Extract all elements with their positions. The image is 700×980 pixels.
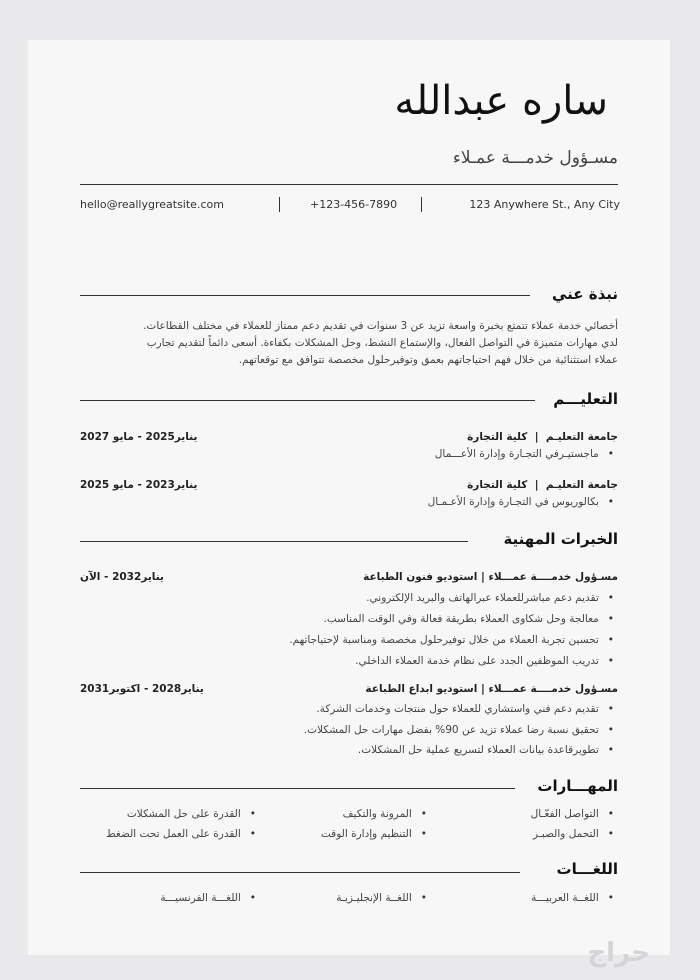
phone-text: +123-456-7890 [310, 198, 398, 211]
header-divider [80, 184, 618, 185]
job-title: مسـؤول خدمـــة عمـلاء [452, 148, 618, 168]
section-divider [80, 872, 520, 873]
skill-item: • المرونة والتكيف [343, 808, 427, 820]
about-text: أخصائي خدمة عملاء تتمتع بخبرة واسعة تزيد عن 3 سنوات في تقديم دعم ممتاز للعملاء في مختلف القطاعات. لدي مهارات متميزة في التواصل الفعال، والإستماع النشط، وحل المشكلات بكفاءة. أسعى دائماً لتقديم تجارب عملاء استثنائية من خلال فهم احتياجاتهم بعمق وتوفيرحلول مخصصة تتوافق مع توقعاتهم. [143, 320, 618, 366]
experience-bullet: • تقديم دعم مباشرللعملاء عبرالهاتف والبريد الإلكتروني. [366, 592, 614, 604]
skill-item: • التواصل الفعّـال [531, 808, 614, 820]
experience-heading: الخبرات المهنية [503, 530, 618, 548]
education-entry-1: جامعة التعليـم | كلية التجارة [467, 431, 618, 443]
resume-page [28, 40, 670, 955]
skill-item: • القدرة على حل المشكلات [127, 808, 256, 820]
section-divider [80, 400, 535, 401]
education-date-1: يناير2025 - مايو 2027 [80, 431, 198, 443]
contact-separator [279, 197, 280, 212]
section-divider [80, 295, 530, 296]
education-date-2: يناير2023 - مايو 2025 [80, 479, 198, 491]
education-degree-2: • بكالوريوس في التجـارة وإدارة الأعـمـال [428, 496, 614, 508]
address-text: 123 Anywhere St., Any City [469, 198, 620, 211]
language-item: • اللغــة الإنجليـزيـة [336, 892, 427, 904]
section-divider [80, 541, 468, 542]
watermark-logo: حراج [587, 938, 650, 968]
experience-entry-2: مسـؤول خدمــــة عمـــلاء | استوديو ابداع الطباعة [365, 683, 618, 695]
skills-heading: المهـــارات [537, 777, 618, 795]
education-heading: التعليـــم [553, 390, 618, 408]
experience-bullet: • تطويرقاعدة بيانات العملاء لتسريع عملية حل المشكلات. [358, 744, 614, 756]
experience-date-1: يناير2032 - الآن [80, 571, 164, 583]
skill-item: • القدرة على العمل تحت الضغط [106, 828, 256, 840]
languages-heading: اللغـــات [556, 860, 618, 878]
language-item: • اللغــة العربيـــة [531, 892, 614, 904]
experience-date-2: يناير2028 - اكتوبر2031 [80, 683, 204, 695]
experience-bullet: • تدريب الموظفين الجدد على نظام خدمة العملاء الداخلي. [355, 655, 614, 667]
candidate-name: ساره عبدالله [394, 78, 608, 124]
contact-separator [421, 197, 422, 212]
skill-item: • التنظيم وإدارة الوقت [321, 828, 427, 840]
experience-bullet: • معالجة وحل شكاوى العملاء بطريقة فعالة وفي الوقت المناسب. [324, 613, 614, 625]
section-divider [80, 788, 515, 789]
skill-item: • التحمل والصبـر [533, 828, 614, 840]
experience-bullet: • تحسين تجربة العملاء من خلال توفيرحلول مخصصة ومناسبة لإحتياجاتهم. [289, 634, 614, 646]
experience-bullet: • تقديم دعم فني واستشاري للعملاء حول منتجات وخدمات الشركة. [316, 703, 614, 715]
education-degree-1: • ماجستيـرفي التجـارة وإدارة الأعـــمال [435, 448, 614, 460]
email-text: hello@reallygreatsite.com [80, 198, 224, 211]
about-heading: نبذة عني [551, 285, 618, 303]
language-item: • اللغـــة الفرنسيـــة [160, 892, 256, 904]
experience-bullet: • تحقيق نسبة رضا عملاء تزيد عن 90% بفضل مهارات حل المشكلات. [304, 724, 614, 736]
education-entry-2: جامعة التعليـم | كلية التجارة [467, 479, 618, 491]
experience-entry-1: مسـؤول خدمــــة عمـــلاء | استوديو فنون الطباعة [363, 571, 618, 583]
